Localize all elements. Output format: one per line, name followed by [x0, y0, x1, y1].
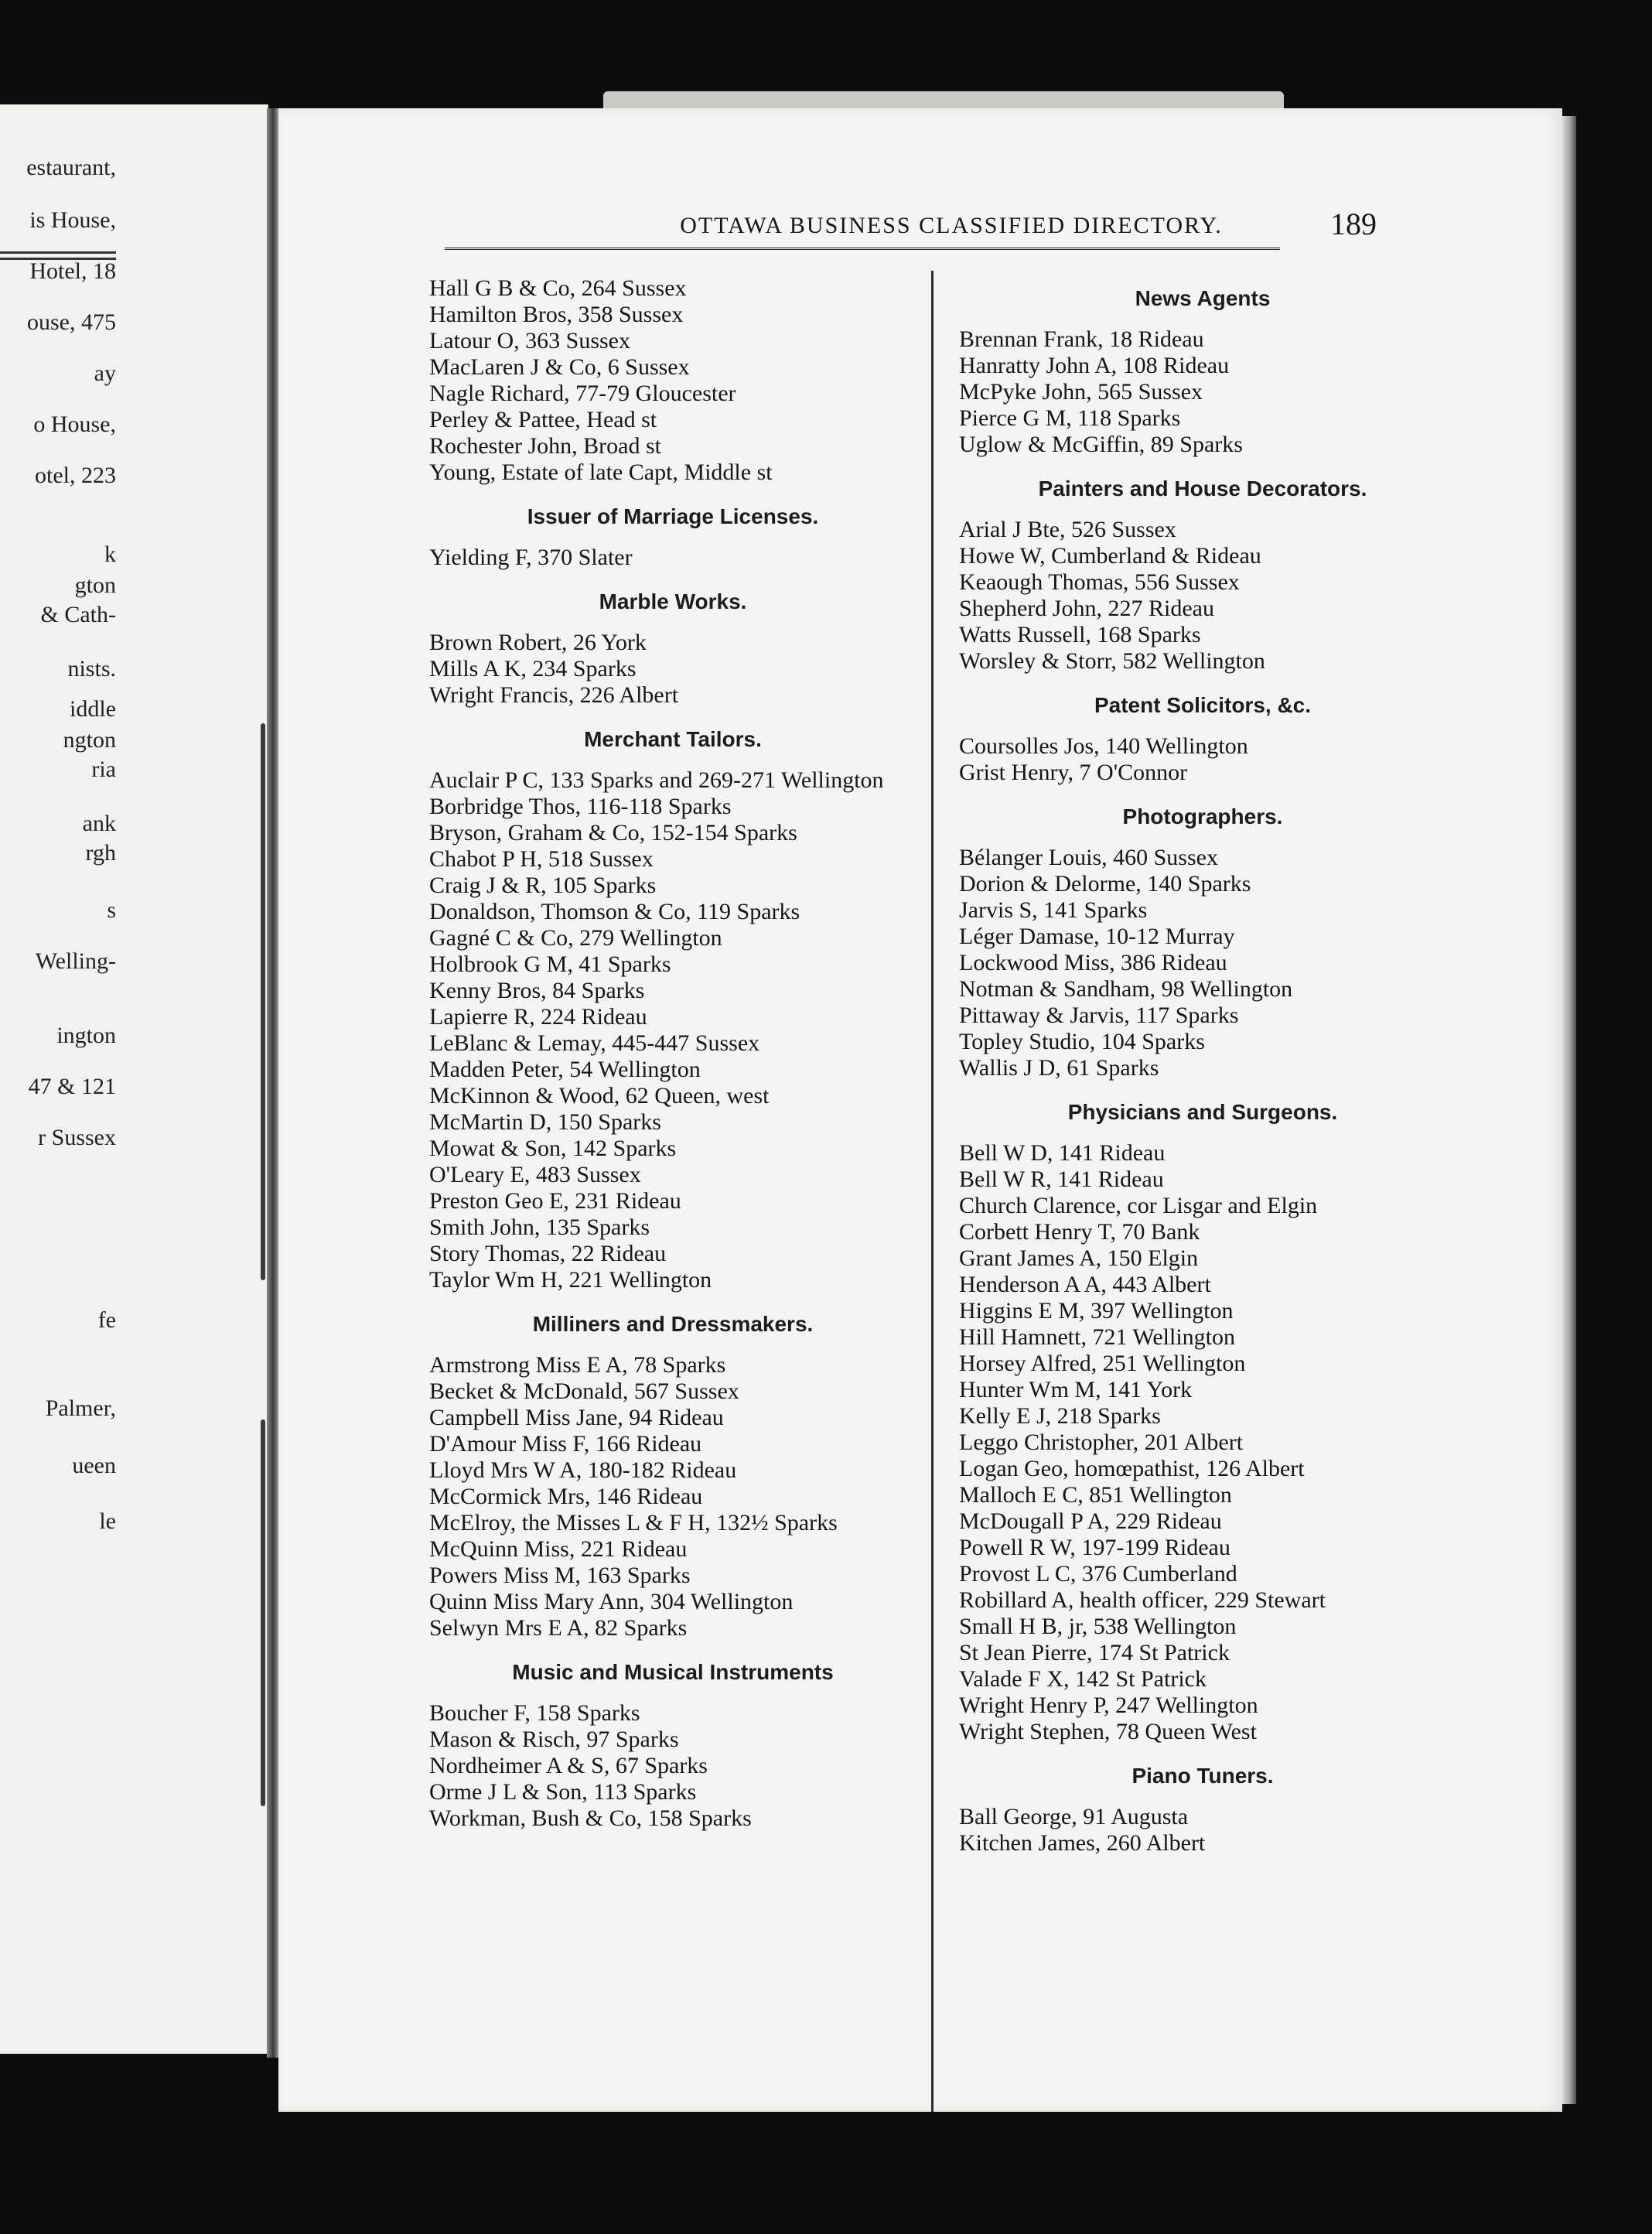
- page-edge: [1562, 116, 1576, 2104]
- left-page-fragment: iddle: [70, 696, 116, 722]
- running-head: OTTAWA BUSINESS CLASSIFIED DIRECTORY.: [680, 213, 1223, 238]
- section-heading: Photographers.: [1122, 804, 1283, 828]
- directory-entry: Gagné C & Co, 279 Wellington: [429, 925, 722, 951]
- directory-entry: D'Amour Miss F, 166 Rideau: [429, 1431, 702, 1457]
- directory-entry: Smith John, 135 Sparks: [429, 1214, 650, 1240]
- left-page-rule: [0, 251, 116, 254]
- directory-section: [429, 504, 916, 579]
- directory-entry: Powers Miss M, 163 Sparks: [429, 1563, 691, 1588]
- left-page-fragment: Palmer,: [45, 1395, 116, 1421]
- directory-entry: Latour O, 363 Sussex: [429, 328, 630, 354]
- directory-entry: Hanratty John A, 108 Rideau: [959, 353, 1230, 378]
- column-divider: [931, 271, 934, 2112]
- previous-page: [0, 104, 268, 2054]
- directory-entry: Kelly E J, 218 Sparks: [959, 1403, 1161, 1429]
- directory-entry: Lockwood Miss, 386 Rideau: [959, 950, 1227, 975]
- directory-section: [959, 477, 1446, 682]
- left-page-spine-line: [261, 723, 265, 1280]
- directory-entry: Young, Estate of late Capt, Middle st: [429, 459, 773, 485]
- directory-entry: Logan Geo, homœpathist, 126 Albert: [959, 1456, 1305, 1481]
- directory-section: [429, 589, 916, 716]
- left-page-fragment: Welling-: [35, 948, 116, 974]
- section-heading: Physicians and Surgeons.: [1067, 1100, 1338, 1124]
- left-page-fragment: r Sussex: [38, 1125, 116, 1150]
- directory-entry: Mason & Risch, 97 Sparks: [429, 1727, 679, 1752]
- directory-entry: Arial J Bte, 526 Sussex: [959, 517, 1176, 542]
- directory-section: [429, 1660, 916, 1839]
- directory-entry: Higgins E M, 397 Wellington: [959, 1298, 1234, 1324]
- directory-entry: McKinnon & Wood, 62 Queen, west: [429, 1083, 770, 1108]
- directory-entry: Coursolles Jos, 140 Wellington: [959, 733, 1248, 759]
- section-heading: Piano Tuners.: [1131, 1764, 1274, 1788]
- left-page-fragment: Hotel, 18: [29, 258, 116, 284]
- left-page-fragment: is House,: [29, 207, 116, 233]
- directory-entry: Hunter Wm M, 141 York: [959, 1377, 1193, 1402]
- left-column: [429, 275, 916, 1839]
- directory-entry: Workman, Bush & Co, 158 Sparks: [429, 1805, 752, 1831]
- directory-entry: Ball George, 91 Augusta: [959, 1804, 1189, 1829]
- directory-entry: Hill Hamnett, 721 Wellington: [959, 1324, 1235, 1350]
- directory-section: [429, 275, 916, 494]
- left-page-fragment: ank: [82, 811, 116, 836]
- directory-entry: Taylor Wm H, 221 Wellington: [429, 1267, 712, 1293]
- section-heading: News Agents: [1135, 286, 1271, 310]
- directory-entry: McQuinn Miss, 221 Rideau: [429, 1536, 688, 1562]
- directory-entry: Nagle Richard, 77-79 Gloucester: [429, 381, 736, 406]
- left-page-fragment: ouse, 475: [27, 309, 116, 335]
- left-page-fragment: ay: [94, 360, 116, 386]
- directory-entry: Powell R W, 197-199 Rideau: [959, 1535, 1230, 1560]
- directory-section: [959, 804, 1446, 1089]
- directory-entry: St Jean Pierre, 174 St Patrick: [959, 1640, 1230, 1665]
- directory-entry: Kenny Bros, 84 Sparks: [429, 978, 645, 1003]
- left-page-fragment: estaurant,: [26, 155, 116, 180]
- left-page-spine-line: [261, 1419, 265, 1806]
- directory-entry: Horsey Alfred, 251 Wellington: [959, 1351, 1246, 1376]
- directory-entry: Wright Francis, 226 Albert: [429, 682, 679, 708]
- directory-entry: Leggo Christopher, 201 Albert: [959, 1430, 1244, 1455]
- directory-entry: Donaldson, Thomson & Co, 119 Sparks: [429, 899, 800, 924]
- left-page-fragment: otel, 223: [35, 463, 116, 488]
- directory-entry: Quinn Miss Mary Ann, 304 Wellington: [429, 1589, 794, 1614]
- directory-entry: Church Clarence, cor Lisgar and Elgin: [959, 1193, 1318, 1218]
- directory-entry: Borbridge Thos, 116-118 Sparks: [429, 794, 732, 819]
- directory-section: [959, 286, 1446, 466]
- directory-entry: Rochester John, Broad st: [429, 433, 661, 459]
- directory-entry: Corbett Henry T, 70 Bank: [959, 1219, 1200, 1245]
- directory-section: [959, 1764, 1446, 1864]
- directory-entry: Grant James A, 150 Elgin: [959, 1245, 1199, 1271]
- directory-entry: McCormick Mrs, 146 Rideau: [429, 1484, 703, 1509]
- directory-entry: Wallis J D, 61 Sparks: [959, 1055, 1159, 1081]
- book-gutter: [267, 108, 278, 2058]
- directory-entry: McElroy, the Misses L & F H, 132½ Sparks: [429, 1510, 838, 1535]
- directory-entry: Grist Henry, 7 O'Connor: [959, 760, 1188, 785]
- directory-entry: Watts Russell, 168 Sparks: [959, 622, 1201, 647]
- directory-section: [429, 1312, 916, 1649]
- directory-entry: Craig J & R, 105 Sparks: [429, 873, 657, 898]
- left-page-fragment: ria: [91, 757, 116, 782]
- directory-entry: Topley Studio, 104 Sparks: [959, 1029, 1205, 1054]
- directory-entry: Madden Peter, 54 Wellington: [429, 1057, 701, 1082]
- directory-entry: Brown Robert, 26 York: [429, 630, 647, 655]
- left-page-fragment: ington: [56, 1023, 116, 1048]
- directory-entry: Worsley & Storr, 582 Wellington: [959, 648, 1265, 674]
- directory-entry: Lloyd Mrs W A, 180-182 Rideau: [429, 1457, 737, 1483]
- left-page-fragment: ngton: [63, 727, 116, 753]
- directory-entry: Bell W R, 141 Rideau: [959, 1167, 1164, 1192]
- directory-entry: Lapierre R, 224 Rideau: [429, 1004, 647, 1030]
- directory-entry: Orme J L & Son, 113 Sparks: [429, 1779, 697, 1805]
- directory-entry: Howe W, Cumberland & Rideau: [959, 543, 1261, 569]
- directory-entry: Armstrong Miss E A, 78 Sparks: [429, 1352, 726, 1378]
- directory-entry: Shepherd John, 227 Rideau: [959, 596, 1214, 621]
- left-page-fragment: & Cath-: [40, 602, 116, 627]
- directory-entry: Hamilton Bros, 358 Sussex: [429, 302, 684, 327]
- directory-entry: Boucher F, 158 Sparks: [429, 1700, 640, 1726]
- directory-section: [429, 727, 916, 1301]
- directory-entry: Campbell Miss Jane, 94 Rideau: [429, 1405, 724, 1430]
- directory-entry: Kitchen James, 260 Albert: [959, 1830, 1206, 1856]
- left-page-fragment: 47 & 121: [28, 1074, 116, 1099]
- section-heading: Merchant Tailors.: [584, 727, 762, 751]
- header-rule: [445, 248, 1280, 250]
- directory-entry: O'Leary E, 483 Sussex: [429, 1162, 641, 1187]
- section-heading: Milliners and Dressmakers.: [532, 1312, 814, 1336]
- directory-entry: Malloch E C, 851 Wellington: [959, 1482, 1232, 1508]
- page-number: 189: [1330, 207, 1377, 241]
- directory-page: [278, 108, 1562, 2112]
- directory-entry: Hall G B & Co, 264 Sussex: [429, 275, 687, 301]
- directory-entry: Léger Damase, 10-12 Murray: [959, 924, 1235, 949]
- section-heading: Music and Musical Instruments: [512, 1660, 834, 1684]
- directory-entry: Bélanger Louis, 460 Sussex: [959, 845, 1218, 870]
- directory-entry: Perley & Pattee, Head st: [429, 407, 657, 432]
- directory-entry: Auclair P C, 133 Sparks and 269-271 Wellington: [429, 767, 884, 793]
- directory-entry: Yielding F, 370 Slater: [429, 545, 633, 570]
- directory-entry: Holbrook G M, 41 Sparks: [429, 951, 671, 977]
- directory-entry: Valade F X, 142 St Patrick: [959, 1666, 1207, 1692]
- directory-entry: Nordheimer A & S, 67 Sparks: [429, 1753, 708, 1778]
- directory-entry: McMartin D, 150 Sparks: [429, 1109, 661, 1135]
- directory-entry: Bryson, Graham & Co, 152-154 Sparks: [429, 820, 797, 845]
- directory-section: [959, 1100, 1446, 1753]
- directory-entry: LeBlanc & Lemay, 445-447 Sussex: [429, 1030, 760, 1056]
- directory-entry: Pittaway & Jarvis, 117 Sparks: [959, 1003, 1239, 1028]
- directory-entry: Preston Geo E, 231 Rideau: [429, 1188, 681, 1214]
- directory-entry: Becket & McDonald, 567 Sussex: [429, 1378, 739, 1404]
- section-heading: Issuer of Marriage Licenses.: [527, 504, 819, 528]
- left-page-fragment: le: [99, 1508, 116, 1534]
- directory-entry: Pierce G M, 118 Sparks: [959, 405, 1181, 431]
- directory-entry: Selwyn Mrs E A, 82 Sparks: [429, 1615, 688, 1641]
- directory-entry: Provost L C, 376 Cumberland: [959, 1561, 1237, 1587]
- directory-entry: Brennan Frank, 18 Rideau: [959, 326, 1204, 352]
- directory-entry: McDougall P A, 229 Rideau: [959, 1508, 1222, 1534]
- left-page-fragment: k: [104, 541, 116, 567]
- directory-entry: Mowat & Son, 142 Sparks: [429, 1136, 677, 1161]
- left-page-fragment: s: [107, 897, 116, 923]
- left-page-fragment: nists.: [67, 656, 116, 681]
- directory-entry: Wright Stephen, 78 Queen West: [959, 1719, 1257, 1744]
- left-page-fragment: gton: [74, 572, 116, 598]
- section-heading: Painters and House Decorators.: [1038, 477, 1367, 500]
- directory-entry: Story Thomas, 22 Rideau: [429, 1241, 667, 1266]
- directory-entry: Jarvis S, 141 Sparks: [959, 897, 1148, 923]
- section-heading: Marble Works.: [599, 589, 747, 613]
- directory-entry: Bell W D, 141 Rideau: [959, 1140, 1166, 1166]
- section-heading: Patent Solicitors, &c.: [1094, 693, 1312, 717]
- directory-entry: Small H B, jr, 538 Wellington: [959, 1614, 1237, 1639]
- directory-entry: MacLaren J & Co, 6 Sussex: [429, 354, 690, 380]
- directory-entry: Uglow & McGiffin, 89 Sparks: [959, 432, 1243, 457]
- right-column: [959, 275, 1446, 1864]
- directory-entry: Wright Henry P, 247 Wellington: [959, 1693, 1258, 1718]
- directory-entry: Robillard A, health officer, 229 Stewart: [959, 1587, 1326, 1613]
- directory-entry: Dorion & Delorme, 140 Sparks: [959, 871, 1251, 897]
- directory-entry: Mills A K, 234 Sparks: [429, 656, 637, 681]
- directory-entry: Chabot P H, 518 Sussex: [429, 846, 654, 872]
- left-page-fragment: o House,: [33, 412, 116, 437]
- directory-entry: Notman & Sandham, 98 Wellington: [959, 976, 1293, 1002]
- directory-entry: McPyke John, 565 Sussex: [959, 379, 1203, 405]
- left-page-fragment: rgh: [85, 840, 116, 866]
- directory-section: [959, 693, 1446, 794]
- directory-entry: Keaough Thomas, 556 Sussex: [959, 569, 1240, 595]
- directory-entry: Henderson A A, 443 Albert: [959, 1272, 1211, 1297]
- left-page-fragment: fe: [97, 1307, 116, 1333]
- left-page-fragment: ueen: [72, 1453, 116, 1478]
